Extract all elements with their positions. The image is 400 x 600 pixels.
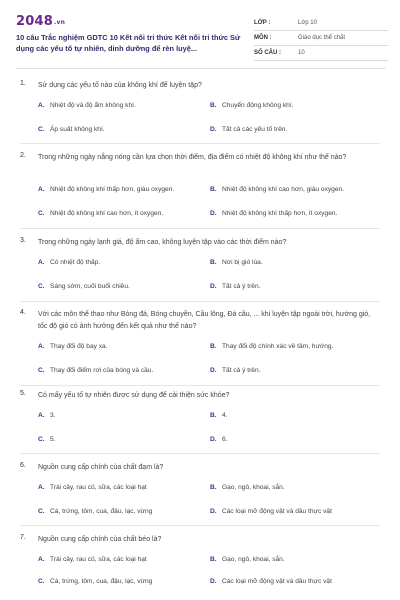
- question-text: Nguồn cung cấp chính của chất đạm là?: [38, 464, 164, 471]
- question-divider: [20, 228, 380, 229]
- option-letter: D.: [210, 578, 217, 585]
- answer-option-c[interactable]: [38, 367, 153, 374]
- option-text: Cá, trứng, tôm, cua, đậu, lạc, vừng: [50, 578, 153, 585]
- answer-option-a[interactable]: [38, 259, 100, 266]
- option-letter: C.: [38, 578, 45, 585]
- option-letter: B.: [210, 102, 217, 109]
- question-number: 3.: [20, 237, 26, 244]
- meta-label: MÔN :: [254, 35, 272, 41]
- answer-option-c[interactable]: [38, 126, 105, 133]
- answer-option-a[interactable]: [38, 556, 147, 563]
- logo-text: 2048: [16, 14, 53, 29]
- option-text: Nhiệt độ và độ ẩm không khí.: [50, 102, 136, 109]
- answer-option-c[interactable]: [38, 283, 130, 290]
- answer-option-b[interactable]: [210, 556, 285, 563]
- meta-label: LỚP :: [254, 20, 271, 26]
- option-letter: D.: [210, 283, 217, 290]
- question-text: Có mấy yếu tố tự nhiên được sử dụng để cải thiện sức khỏe?: [38, 392, 230, 399]
- answer-option-c[interactable]: [38, 210, 163, 217]
- option-letter: C.: [38, 126, 45, 133]
- question-divider: [20, 385, 380, 386]
- answer-option-d[interactable]: [210, 126, 287, 133]
- question-divider: [20, 453, 380, 454]
- option-text: Trái cây, rau củ, sữa, các loại hạt: [50, 484, 147, 491]
- option-letter: D.: [210, 436, 217, 443]
- option-text: Chuyển động không khí.: [222, 102, 294, 109]
- question-text: Nguồn cung cấp chính của chất béo là?: [38, 536, 162, 543]
- option-text: Thay đổi điểm rơi của bóng và cầu.: [50, 367, 154, 374]
- answer-option-d[interactable]: [210, 578, 332, 585]
- option-letter: A.: [38, 102, 45, 109]
- option-letter: A.: [38, 343, 45, 350]
- answer-option-b[interactable]: [210, 102, 294, 109]
- option-text: Trái cây, rau củ, sữa, các loại hạt: [50, 556, 147, 563]
- option-text: 5.: [50, 436, 56, 443]
- option-text: Thay đổi độ chính xác về tầm, hướng.: [222, 343, 334, 350]
- answer-option-d[interactable]: [210, 436, 228, 443]
- answer-option-b[interactable]: [210, 412, 228, 419]
- site-logo[interactable]: [16, 14, 65, 29]
- option-letter: B.: [210, 343, 217, 350]
- option-letter: A.: [38, 412, 45, 419]
- question-text: Trong những ngày nắng nóng cần lựa chọn thời điểm, địa điểm có nhiệt độ không khí như thế nào?: [38, 154, 347, 161]
- option-text: 4.: [222, 412, 228, 419]
- option-letter: C.: [38, 210, 45, 217]
- meta-row-count: [254, 46, 388, 61]
- meta-row-subject: [254, 31, 388, 46]
- option-text: Tất cả ý trên.: [222, 283, 261, 290]
- answer-option-a[interactable]: [38, 102, 136, 109]
- answer-option-b[interactable]: [210, 259, 263, 266]
- option-letter: B.: [210, 484, 217, 491]
- option-text: Các loại mỡ động vật và dầu thực vật: [222, 578, 332, 585]
- option-text: Nhiệt độ không khí thấp hơn, ít oxygen.: [222, 210, 338, 217]
- question-number: 1.: [20, 80, 26, 87]
- answer-option-d[interactable]: [210, 210, 337, 217]
- option-letter: D.: [210, 210, 217, 217]
- option-letter: A.: [38, 259, 45, 266]
- option-text: Sáng sớm, cuối buổi chiều.: [50, 283, 130, 290]
- meta-label: SỐ CÂU :: [254, 50, 281, 56]
- option-text: Tất cả các yếu tố trên.: [222, 126, 288, 133]
- meta-value: Lớp 10: [298, 20, 317, 26]
- option-text: Tất cả ý trên.: [222, 367, 261, 374]
- header-divider: [16, 68, 386, 69]
- option-letter: B.: [210, 412, 217, 419]
- answer-option-d[interactable]: [210, 283, 260, 290]
- answer-option-d[interactable]: [210, 508, 332, 515]
- question-divider: [20, 301, 380, 302]
- question-number: 6.: [20, 462, 26, 469]
- answer-option-c[interactable]: [38, 436, 56, 443]
- question-number: 4.: [20, 309, 26, 316]
- document-meta: [254, 16, 388, 61]
- option-letter: B.: [210, 186, 217, 193]
- option-text: Nhiệt độ không khí cao hơn, ít oxygen.: [50, 210, 164, 217]
- answer-option-a[interactable]: [38, 484, 147, 491]
- meta-value: Giáo dục thể chất: [298, 35, 346, 41]
- answer-option-c[interactable]: [38, 508, 152, 515]
- document-header: [16, 14, 388, 62]
- option-text: Cá, trứng, tôm, cua, đậu, lạc, vừng: [50, 508, 153, 515]
- option-letter: D.: [210, 126, 217, 133]
- option-letter: B.: [210, 556, 217, 563]
- question-divider: [20, 525, 380, 526]
- answer-option-c[interactable]: [38, 578, 152, 585]
- option-text: Có nhiệt độ thấp.: [50, 259, 101, 266]
- question-number: 2.: [20, 152, 26, 159]
- option-text: 3.: [50, 412, 56, 419]
- answer-option-b[interactable]: [210, 186, 344, 193]
- answer-option-d[interactable]: [210, 367, 260, 374]
- answer-option-a[interactable]: [38, 186, 174, 193]
- answer-option-b[interactable]: [210, 484, 285, 491]
- option-letter: A.: [38, 556, 45, 563]
- option-letter: C.: [38, 508, 45, 515]
- answer-option-a[interactable]: [38, 412, 56, 419]
- option-letter: C.: [38, 436, 45, 443]
- document-title: 10 câu Trắc nghiệm GDTC 10 Kết nối tri thức Kết nối tri thức Sử dụng các yếu tố tự nhiên, dinh dưỡng để rèn luyệ...: [16, 33, 241, 53]
- option-text: Gạo, ngô, khoai, sắn.: [222, 556, 285, 563]
- option-text: Nhiệt độ không khí thấp hơn, giàu oxygen.: [50, 186, 175, 193]
- option-letter: B.: [210, 259, 217, 266]
- question-text: Với các môn thể thao như Bóng đá, Bóng chuyền, Cầu lông, Đá cầu, ... khi luyện tập ngoài trời, hướng gió, tốc độ gió có ảnh hưởng đến kết quả như thế nào?: [38, 311, 371, 330]
- option-letter: A.: [38, 484, 45, 491]
- answer-option-b[interactable]: [210, 343, 333, 350]
- answer-option-a[interactable]: [38, 343, 108, 350]
- option-text: Các loại mỡ động vật và dầu thực vật: [222, 508, 332, 515]
- question-number: 7.: [20, 534, 26, 541]
- option-text: Áp suất không khí.: [50, 126, 105, 133]
- question-divider: [20, 143, 380, 144]
- logo-suffix: .vn: [53, 19, 66, 26]
- option-letter: C.: [38, 283, 45, 290]
- option-letter: D.: [210, 367, 217, 374]
- option-text: Gạo, ngô, khoai, sắn.: [222, 484, 285, 491]
- question-text: Sử dụng các yếu tố nào của không khí để luyện tập?: [38, 82, 202, 89]
- option-letter: C.: [38, 367, 45, 374]
- option-text: Nơi bị gió lùa.: [222, 259, 263, 266]
- meta-row-class: [254, 16, 388, 31]
- question-number: 5.: [20, 390, 26, 397]
- option-text: Thay đổi độ bay xa.: [50, 343, 108, 350]
- question-text: Trong những ngày lạnh giá, độ ẩm cao, không luyện tập vào các thời điểm nào?: [38, 239, 287, 246]
- option-text: 6.: [222, 436, 228, 443]
- meta-value: 10: [298, 50, 305, 56]
- option-letter: D.: [210, 508, 217, 515]
- option-letter: A.: [38, 186, 45, 193]
- option-text: Nhiệt độ không khí cao hơn, giàu oxygen.: [222, 186, 344, 193]
